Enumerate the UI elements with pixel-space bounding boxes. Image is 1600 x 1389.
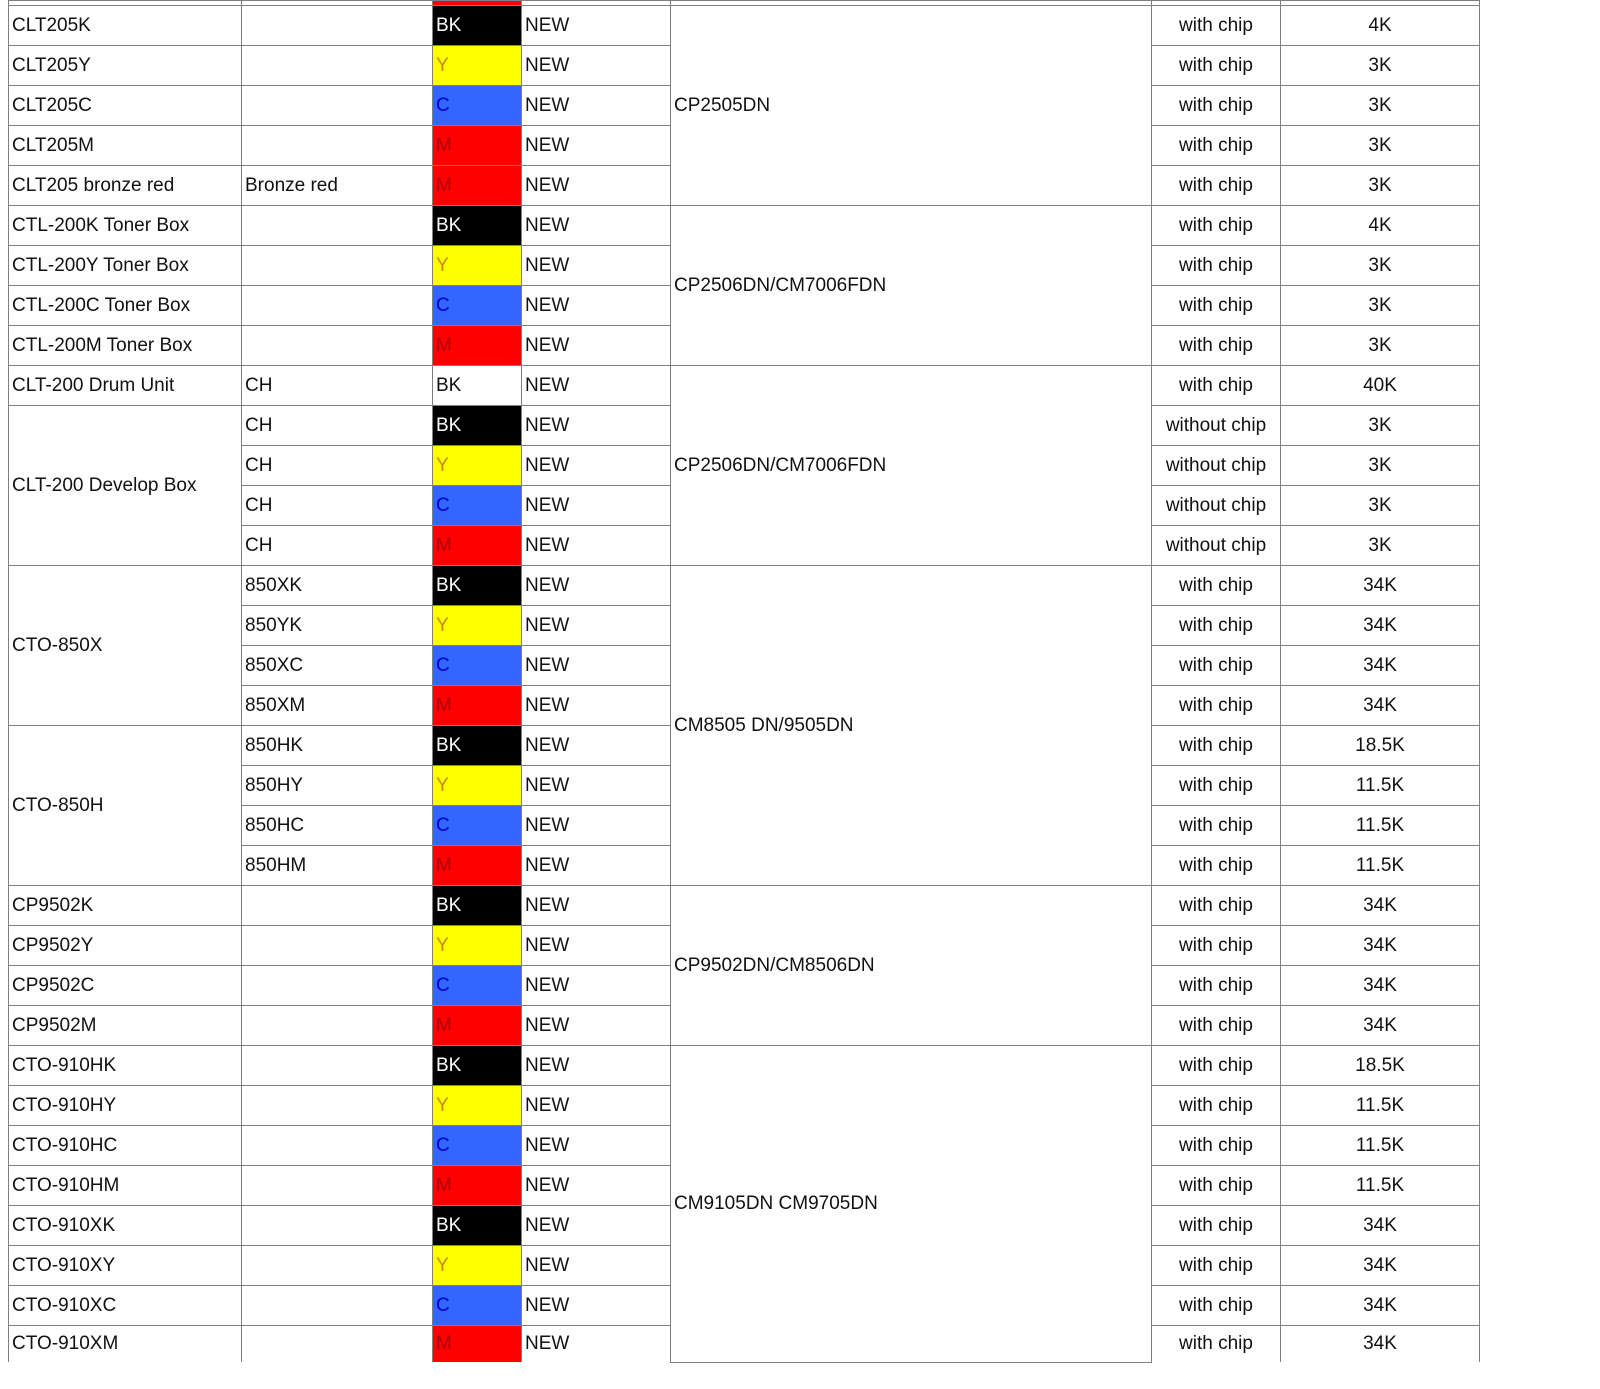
chip-cell: with chip [1152, 1006, 1281, 1046]
color-swatch: M [433, 166, 522, 206]
color-swatch: M [433, 326, 522, 366]
chip-cell: with chip [1152, 206, 1281, 246]
model-cell: CTO-910XC [9, 1286, 242, 1326]
yield-cell: 34K [1281, 926, 1480, 966]
table-row [9, 1046, 1480, 1086]
condition-cell: NEW [522, 1006, 671, 1046]
yield-cell: 3K [1281, 46, 1480, 86]
chip-cell: with chip [1152, 1086, 1281, 1126]
variant-cell [242, 286, 433, 326]
variant-cell [242, 926, 433, 966]
condition-cell: NEW [522, 446, 671, 486]
color-swatch: C [433, 1126, 522, 1166]
printer-cell: CM9105DN CM9705DN [671, 1046, 1152, 1363]
model-cell: CTL-200Y Toner Box [9, 246, 242, 286]
color-swatch: M [433, 1166, 522, 1206]
yield-cell: 34K [1281, 1286, 1480, 1326]
chip-cell: with chip [1152, 326, 1281, 366]
condition-cell: NEW [522, 846, 671, 886]
color-swatch: C [433, 1286, 522, 1326]
model-cell: CP9502Y [9, 926, 242, 966]
chip-cell: with chip [1152, 286, 1281, 326]
condition-cell: NEW [522, 1046, 671, 1086]
chip-cell: with chip [1152, 1286, 1281, 1326]
model-cell: CTO-910XK [9, 1206, 242, 1246]
condition-cell: NEW [522, 886, 671, 926]
yield-cell: 3K [1281, 446, 1480, 486]
condition-cell: NEW [522, 1246, 671, 1286]
chip-cell: without chip [1152, 526, 1281, 566]
printer-cell: CP2505DN [671, 6, 1152, 206]
model-cell: CTL-200M Toner Box [9, 326, 242, 366]
yield-cell: 3K [1281, 326, 1480, 366]
condition-cell: NEW [522, 646, 671, 686]
chip-cell: with chip [1152, 926, 1281, 966]
yield-cell: 11.5K [1281, 766, 1480, 806]
variant-cell: 850HC [242, 806, 433, 846]
model-cell: CTL-200K Toner Box [9, 206, 242, 246]
variant-cell [242, 206, 433, 246]
chip-cell: with chip [1152, 686, 1281, 726]
variant-cell [242, 1006, 433, 1046]
color-swatch: M [433, 846, 522, 886]
chip-cell: with chip [1152, 1246, 1281, 1286]
color-swatch: Y [433, 246, 522, 286]
variant-cell: 850HK [242, 726, 433, 766]
variant-cell: CH [242, 486, 433, 526]
variant-cell [242, 246, 433, 286]
yield-cell: 18.5K [1281, 1046, 1480, 1086]
chip-cell: with chip [1152, 6, 1281, 46]
yield-cell: 11.5K [1281, 1086, 1480, 1126]
color-swatch: BK [433, 886, 522, 926]
color-swatch: M [433, 1006, 522, 1046]
condition-cell: NEW [522, 1286, 671, 1326]
yield-cell: 34K [1281, 646, 1480, 686]
model-cell: CP9502C [9, 966, 242, 1006]
model-cell: CTO-850H [9, 726, 242, 886]
variant-cell [242, 1286, 433, 1326]
yield-cell: 3K [1281, 166, 1480, 206]
condition-cell: NEW [522, 126, 671, 166]
chip-cell: with chip [1152, 846, 1281, 886]
yield-cell: 34K [1281, 886, 1480, 926]
variant-cell [242, 86, 433, 126]
color-swatch: C [433, 86, 522, 126]
condition-cell: NEW [522, 366, 671, 406]
condition-cell: NEW [522, 1126, 671, 1166]
color-swatch: C [433, 806, 522, 846]
variant-cell: 850HM [242, 846, 433, 886]
model-cell: CTO-910HC [9, 1126, 242, 1166]
condition-cell: NEW [522, 926, 671, 966]
chip-cell: without chip [1152, 486, 1281, 526]
yield-cell: 34K [1281, 966, 1480, 1006]
condition-cell: NEW [522, 606, 671, 646]
table-row [9, 566, 1480, 606]
model-cell: CLT205K [9, 6, 242, 46]
condition-cell: NEW [522, 246, 671, 286]
model-cell: CTO-910XY [9, 1246, 242, 1286]
chip-cell: with chip [1152, 606, 1281, 646]
condition-cell: NEW [522, 406, 671, 446]
printer-cell: CP9502DN/CM8506DN [671, 886, 1152, 1046]
chip-cell: with chip [1152, 806, 1281, 846]
chip-cell: with chip [1152, 1046, 1281, 1086]
yield-cell: 11.5K [1281, 846, 1480, 886]
variant-cell: Bronze red [242, 166, 433, 206]
color-swatch: BK [433, 6, 522, 46]
chip-cell: without chip [1152, 446, 1281, 486]
color-swatch: M [433, 1326, 522, 1363]
condition-cell: NEW [522, 286, 671, 326]
color-swatch: C [433, 966, 522, 1006]
variant-cell [242, 1326, 433, 1363]
table-row [9, 206, 1480, 246]
model-cell: CTO-910XM [9, 1326, 242, 1363]
chip-cell: with chip [1152, 566, 1281, 606]
color-swatch: BK [433, 1206, 522, 1246]
condition-cell: NEW [522, 1206, 671, 1246]
product-table [8, 0, 1480, 1363]
condition-cell: NEW [522, 46, 671, 86]
variant-cell [242, 1206, 433, 1246]
model-cell: CLT205M [9, 126, 242, 166]
variant-cell [242, 46, 433, 86]
condition-cell: NEW [522, 1326, 671, 1363]
yield-cell: 3K [1281, 86, 1480, 126]
variant-cell: 850XC [242, 646, 433, 686]
condition-cell: NEW [522, 206, 671, 246]
yield-cell: 3K [1281, 286, 1480, 326]
chip-cell: with chip [1152, 246, 1281, 286]
color-swatch: Y [433, 1246, 522, 1286]
variant-cell [242, 126, 433, 166]
chip-cell: with chip [1152, 1206, 1281, 1246]
color-swatch: M [433, 126, 522, 166]
variant-cell [242, 1166, 433, 1206]
table-row [9, 886, 1480, 926]
color-swatch: C [433, 486, 522, 526]
color-swatch: M [433, 686, 522, 726]
variant-cell [242, 1126, 433, 1166]
chip-cell: with chip [1152, 1126, 1281, 1166]
yield-cell: 11.5K [1281, 806, 1480, 846]
condition-cell: NEW [522, 1086, 671, 1126]
color-swatch: BK [433, 1046, 522, 1086]
yield-cell: 3K [1281, 406, 1480, 446]
variant-cell: CH [242, 446, 433, 486]
yield-cell: 3K [1281, 526, 1480, 566]
variant-cell [242, 1246, 433, 1286]
printer-cell: CP2506DN/CM7006FDN [671, 366, 1152, 566]
variant-cell: 850XM [242, 686, 433, 726]
yield-cell: 34K [1281, 1006, 1480, 1046]
yield-cell: 34K [1281, 686, 1480, 726]
table-row [9, 366, 1480, 406]
model-cell: CLT205 bronze red [9, 166, 242, 206]
condition-cell: NEW [522, 1166, 671, 1206]
table-row [9, 6, 1480, 46]
printer-cell: CM8505 DN/9505DN [671, 566, 1152, 886]
variant-cell [242, 1046, 433, 1086]
chip-cell: with chip [1152, 966, 1281, 1006]
color-swatch: Y [433, 926, 522, 966]
variant-cell: 850YK [242, 606, 433, 646]
condition-cell: NEW [522, 966, 671, 1006]
condition-cell: NEW [522, 326, 671, 366]
color-swatch: Y [433, 606, 522, 646]
variant-cell: 850XK [242, 566, 433, 606]
yield-cell: 11.5K [1281, 1166, 1480, 1206]
yield-cell: 18.5K [1281, 726, 1480, 766]
condition-cell: NEW [522, 566, 671, 606]
model-cell: CP9502M [9, 1006, 242, 1046]
chip-cell: with chip [1152, 726, 1281, 766]
variant-cell [242, 966, 433, 1006]
variant-cell: CH [242, 366, 433, 406]
chip-cell: with chip [1152, 1326, 1281, 1363]
chip-cell: with chip [1152, 646, 1281, 686]
model-cell: CTL-200C Toner Box [9, 286, 242, 326]
printer-cell: CP2506DN/CM7006FDN [671, 206, 1152, 366]
model-cell: CTO-850X [9, 566, 242, 726]
color-swatch: Y [433, 766, 522, 806]
yield-cell: 34K [1281, 606, 1480, 646]
variant-cell [242, 886, 433, 926]
model-cell: CP9502K [9, 886, 242, 926]
condition-cell: NEW [522, 166, 671, 206]
color-swatch: Y [433, 1086, 522, 1126]
model-cell: CTO-910HK [9, 1046, 242, 1086]
condition-cell: NEW [522, 726, 671, 766]
chip-cell: without chip [1152, 406, 1281, 446]
condition-cell: NEW [522, 806, 671, 846]
chip-cell: with chip [1152, 46, 1281, 86]
yield-cell: 40K [1281, 366, 1480, 406]
color-swatch: BK [433, 366, 522, 406]
yield-cell: 34K [1281, 1206, 1480, 1246]
chip-cell: with chip [1152, 86, 1281, 126]
chip-cell: with chip [1152, 1166, 1281, 1206]
yield-cell: 34K [1281, 1246, 1480, 1286]
chip-cell: with chip [1152, 886, 1281, 926]
yield-cell: 11.5K [1281, 1126, 1480, 1166]
model-cell: CTO-910HY [9, 1086, 242, 1126]
color-swatch: C [433, 286, 522, 326]
model-cell: CTO-910HM [9, 1166, 242, 1206]
condition-cell: NEW [522, 766, 671, 806]
color-swatch: Y [433, 446, 522, 486]
condition-cell: NEW [522, 526, 671, 566]
yield-cell: 34K [1281, 1326, 1480, 1363]
chip-cell: with chip [1152, 366, 1281, 406]
condition-cell: NEW [522, 86, 671, 126]
yield-cell: 3K [1281, 126, 1480, 166]
color-swatch: BK [433, 726, 522, 766]
color-swatch: BK [433, 406, 522, 446]
yield-cell: 3K [1281, 486, 1480, 526]
condition-cell: NEW [522, 686, 671, 726]
color-swatch: Y [433, 46, 522, 86]
color-swatch: C [433, 646, 522, 686]
model-cell: CLT205C [9, 86, 242, 126]
variant-cell: 850HY [242, 766, 433, 806]
model-cell: CLT205Y [9, 46, 242, 86]
variant-cell: CH [242, 406, 433, 446]
chip-cell: with chip [1152, 166, 1281, 206]
model-cell: CLT-200 Drum Unit [9, 366, 242, 406]
variant-cell [242, 1086, 433, 1126]
yield-cell: 3K [1281, 246, 1480, 286]
chip-cell: with chip [1152, 766, 1281, 806]
color-swatch: BK [433, 566, 522, 606]
yield-cell: 34K [1281, 566, 1480, 606]
yield-cell: 4K [1281, 6, 1480, 46]
color-swatch: BK [433, 206, 522, 246]
variant-cell: CH [242, 526, 433, 566]
variant-cell [242, 6, 433, 46]
yield-cell: 4K [1281, 206, 1480, 246]
model-cell: CLT-200 Develop Box [9, 406, 242, 566]
condition-cell: NEW [522, 6, 671, 46]
color-swatch: M [433, 526, 522, 566]
variant-cell [242, 326, 433, 366]
condition-cell: NEW [522, 486, 671, 526]
chip-cell: with chip [1152, 126, 1281, 166]
